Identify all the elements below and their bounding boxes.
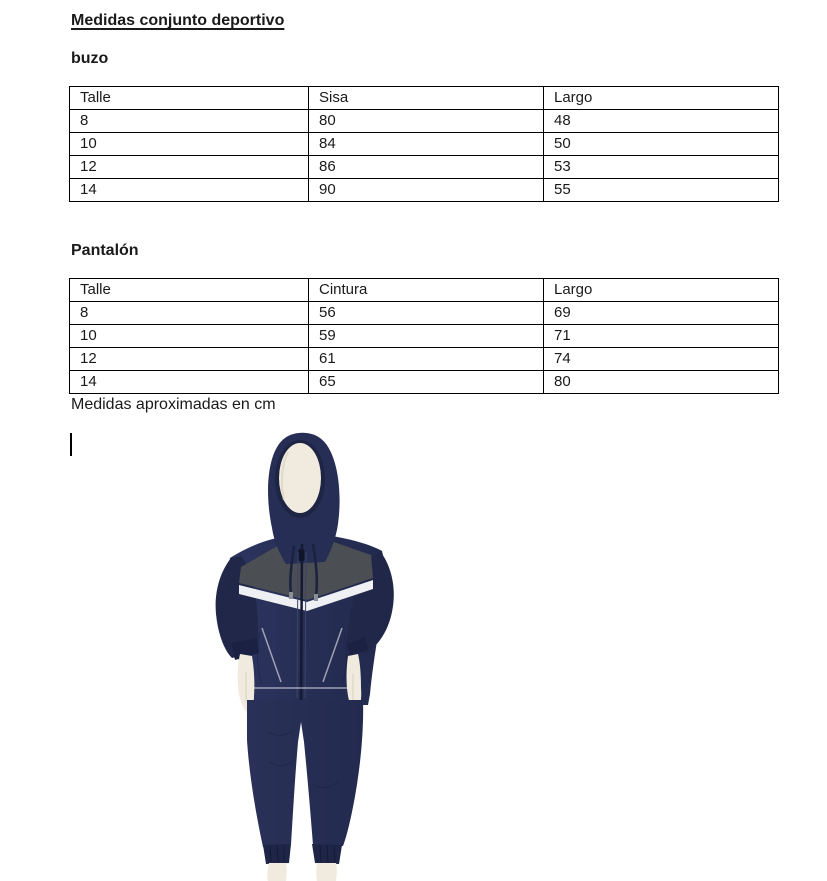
table-cell: 71 bbox=[544, 325, 779, 348]
table-header-row bbox=[70, 279, 779, 302]
pantalon-size-table bbox=[69, 278, 779, 394]
table-cell: 61 bbox=[309, 348, 544, 371]
hood bbox=[268, 433, 340, 564]
table-cell: 14 bbox=[70, 371, 309, 394]
mannequin-face bbox=[279, 443, 321, 513]
pants-cuffs bbox=[263, 844, 342, 864]
table-cell: Talle bbox=[70, 87, 309, 110]
table-cell: 8 bbox=[70, 110, 309, 133]
table-cell: 59 bbox=[309, 325, 544, 348]
table-cell: 14 bbox=[70, 179, 309, 202]
buzo-size-table bbox=[69, 86, 779, 202]
mannequin-feet bbox=[267, 863, 336, 881]
table-cell: Largo bbox=[544, 279, 779, 302]
table-cell: 84 bbox=[309, 133, 544, 156]
table-cell: Cintura bbox=[309, 279, 544, 302]
table-row bbox=[70, 133, 779, 156]
table-cell: 8 bbox=[70, 302, 309, 325]
table-row bbox=[70, 325, 779, 348]
table-cell: Talle bbox=[70, 279, 309, 302]
table-cell: 55 bbox=[544, 179, 779, 202]
table-cell: 65 bbox=[309, 371, 544, 394]
measurements-note: Medidas aproximadas en cm bbox=[71, 396, 276, 413]
table-row bbox=[70, 371, 779, 394]
tracksuit-mannequin-illustration bbox=[110, 432, 490, 881]
table-cell: 86 bbox=[309, 156, 544, 179]
table-cell: Largo bbox=[544, 87, 779, 110]
table-cell: 50 bbox=[544, 133, 779, 156]
document-title: Medidas conjunto deportivo bbox=[71, 12, 285, 29]
table-row bbox=[70, 110, 779, 133]
table-row bbox=[70, 348, 779, 371]
table-cell: 10 bbox=[70, 325, 309, 348]
table-cell: 69 bbox=[544, 302, 779, 325]
table-cell: Sisa bbox=[309, 87, 544, 110]
table-cell: 90 bbox=[309, 179, 544, 202]
table-cell: 80 bbox=[544, 371, 779, 394]
table-row bbox=[70, 156, 779, 179]
table-cell: 48 bbox=[544, 110, 779, 133]
table-cell: 80 bbox=[309, 110, 544, 133]
table-cell: 12 bbox=[70, 156, 309, 179]
pants bbox=[247, 700, 363, 847]
table-header-row bbox=[70, 87, 779, 110]
table-row bbox=[70, 179, 779, 202]
product-photo bbox=[110, 432, 490, 881]
section-heading-pantalon: Pantalón bbox=[71, 242, 139, 259]
table-cell: 53 bbox=[544, 156, 779, 179]
table-cell: 12 bbox=[70, 348, 309, 371]
table-cell: 10 bbox=[70, 133, 309, 156]
table-cell: 74 bbox=[544, 348, 779, 371]
table-row bbox=[70, 302, 779, 325]
table-cell: 56 bbox=[309, 302, 544, 325]
text-cursor bbox=[70, 433, 72, 456]
section-heading-buzo: buzo bbox=[71, 50, 109, 67]
